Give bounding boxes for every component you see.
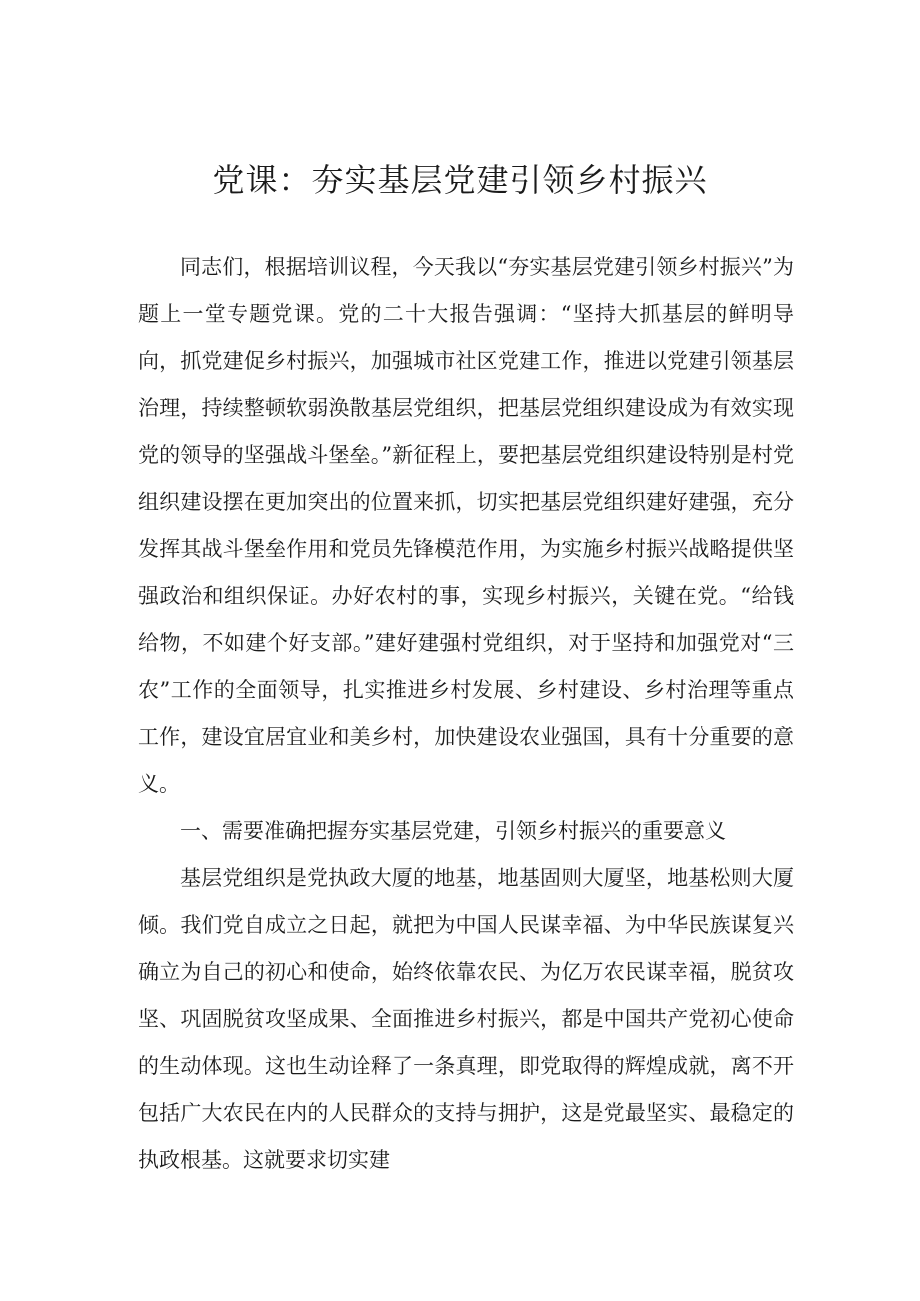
document-title: 党课：夯实基层党建引领乡村振兴: [212, 161, 708, 199]
section-heading: 一、需要准确把握夯实基层党建，引领乡村振兴的重要意义: [180, 819, 726, 843]
intro-paragraph: 同志们，根据培训议程，今天我以“夯实基层党建引领乡村振兴”为题上一堂专题党课。党的二十大报告强调：“坚持大抓基层的鲜明导向，抓党建促乡村振兴，加强城市社区党建工作，推进以党建引领基层治理，持续整顿软弱涣散基层党组织，把基层党组织建设成为有效实现党的领导的坚强战斗堡垒。”新征程上，要把基层党组织建设特别是村党组织建设摆在更加突出的位置来抓，切实把基层党组织建好建强，充分发挥其战斗堡垒作用和党员先锋模范作用，为实施乡村振兴战略提供坚强政治和组织保证。办好农村的事，实现乡村振兴，关键在党。“给钱给物，不如建个好支部。”建好建强村党组织，对于坚持和加强党对“三农”工作的全面领导，扎实推进乡村发展、乡村建设、乡村治理等重点工作，建设宜居宜业和美乡村，加快建设农业强国，具有十分重要的意义。: [138, 255, 794, 796]
section-paragraph: 基层党组织是党执政大厦的地基，地基固则大厦坚，地基松则大厦倾。我们党自成立之日起，就把为中国人民谋幸福、为中华民族谋复兴确立为自己的初心和使命，始终依靠农民、为亿万农民谋幸福，脱贫攻坚、巩固脱贫攻坚成果、全面推进乡村振兴，都是中国共产党初心使命的生动体现。这也生动诠释了一条真理，即党取得的辉煌成就，离不开包括广大农民在内的人民群众的支持与拥护，这是党最坚实、最稳定的执政根基。这就要求切实建: [138, 866, 794, 1172]
document-body: [138, 244, 794, 1184]
